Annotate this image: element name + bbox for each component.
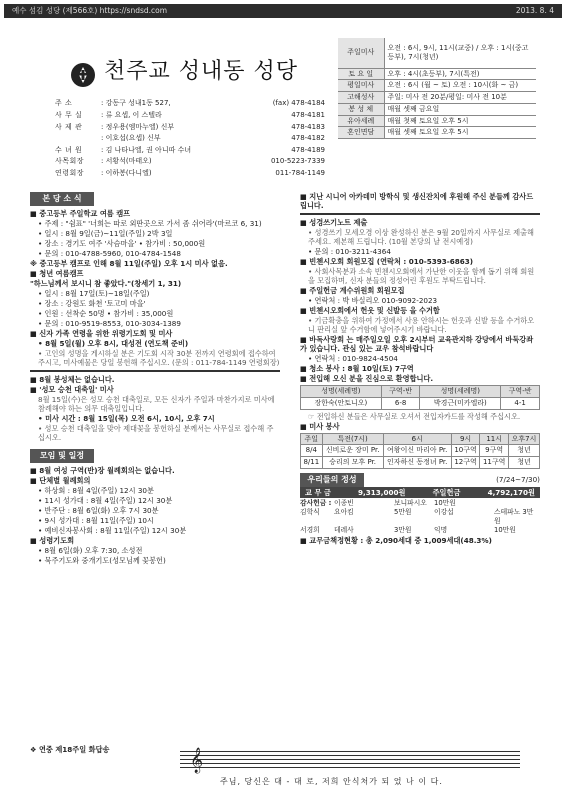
mass-schedule-table	[338, 38, 536, 139]
staff-row: 수 녀 원 : 김 나타나엘, 권 아니따 수녀 478-4189	[55, 145, 325, 154]
item-title: ■ 8월 봉성체는 없습니다.	[30, 375, 115, 384]
item-text: • 문의 : 010-9519-8553, 010-3034-1389	[38, 319, 181, 328]
item-title: ■ 성령기도회	[30, 536, 75, 545]
item-text: • 인원 : 선착순 50명 • 참가비 : 35,000원	[38, 309, 174, 318]
item-text: • 8월 5일(월) 오후 8시, 대성전 (연도책 준비)	[38, 339, 189, 348]
item-title: ■ 지난 시니어 아카데미 방학식 및 생신잔치에 후원해 주신 분들께 감사드립니다.	[300, 192, 534, 210]
item-text: • 성모 승천 대축일을 맞아 제대꽃을 봉헌하실 분께서는 사무실로 접수해 주십시오.	[38, 424, 274, 442]
staff-row: 연령회장 : 이하봉(다니엘) 011-784-1149	[55, 168, 325, 177]
psalm-title: ❖ 연중 제18주일 화답송	[30, 745, 110, 754]
staff-row: 사목회장 : 서황석(마태오) 010-5223-7339	[55, 157, 325, 166]
right-column	[300, 192, 540, 546]
item-title: ■ 청년 여름캠프	[30, 269, 84, 278]
item-title: ■ 성경쓰기노트 제출	[300, 218, 368, 227]
psalm-lyrics: 주님, 당신은 대 - 대 로, 저희 안식처가 되 었 나 이 다.	[220, 777, 443, 786]
item-text: • 고인의 성명을 게시하실 분은 기도회 시작 30분 전까지 연령회에 접수하여 주시고, 미사예물은 당일 봉헌해 주십시오. (문의 : 011-784-1149 연령회장)	[38, 349, 280, 367]
schedule-row: 고해성사 주일: 미사 전 20분/평일: 미사 전 10분	[338, 92, 536, 104]
divider	[300, 213, 540, 215]
item-text: • 8월 6일(화) 오후 7:30, 소성전	[38, 546, 143, 555]
item-title: ■ 바독사랑회 는 매주일오일 오후 2시부터 교육관지하 강당에서 바둑강좌가 있습니다. 관심 있는 교우 참석바랍니다	[300, 335, 534, 353]
schedule-row: 유아세례 매월 첫째 토요일 오후 5시	[338, 115, 536, 127]
left-column	[30, 192, 280, 566]
item-text: • 미사 시간 : 8월 15일(목) 오전 6시, 10시, 오후 7시	[38, 414, 215, 423]
staff-row: 사 무 실 : 류 요셉, 이 스텔라 478-4181	[55, 111, 325, 120]
offering-total: ■ 교무금책정현황 : 총 2,090세대 중 1,009세대(48.3%)	[300, 535, 492, 545]
item-title: ■ 중고등부 주일학교 여름 캠프	[30, 209, 131, 218]
staff-row: : 이호섭(요셉) 신부 478-4182	[101, 134, 325, 143]
church-name: 천주교 성내동 성당	[104, 59, 299, 84]
music-staff-line	[180, 763, 520, 764]
item-text: • 예비신자봉사회 : 8월 11일(주일) 12시 30분	[38, 526, 187, 535]
item-text: • 11시 성가대 : 8월 4일(주일) 12시 30분	[38, 496, 173, 505]
table-row: 8/4 신비로운 장미 Pr. 여왕이신 마리아 Pr. 10구역 9구역 청년	[301, 445, 540, 457]
item-title: ■ 8월 여성 구역(반)장 월례회의는 없습니다.	[30, 466, 175, 475]
new-members-table: 성명(세례명) 구역-반 성명(세례명) 구역-반 장한숙(안토니오) 6-8 박경근(미카엘라) 4-1	[300, 385, 540, 410]
item-title: ■ 전입해 오신 분을 진심으로 환영합니다.	[300, 374, 434, 383]
item-title: ■ '성모 승천 대축일' 미사	[30, 385, 114, 394]
item-title: ■ 빈첸시오회에서 헌옷 및 신발등 을 수거함	[300, 306, 440, 315]
staff-row: 사 제 관 : 정우용(엠마누엘) 신부 478-4183	[55, 122, 325, 131]
treble-clef-icon: 𝄞	[190, 748, 204, 773]
item-text: ☞ 전입하신 분들은 사무실로 오셔서 전입자카드를 작성해 주십시오.	[308, 411, 521, 421]
item-title: ■ 빈첸시오회 회원모집 (연락처 : 010-5393-6863)	[300, 257, 474, 266]
schedule-row: 봉 성 체 매월 셋째 금요일	[338, 103, 536, 115]
divider	[30, 370, 280, 372]
psalm-footer	[30, 745, 536, 795]
item-text: • 성경쓰기 모세오경 이상 완성하신 분은 9월 20일까지 사무실로 제출해 주세요. 제본해 드립니다. (10월 본당의 날 전시예정)	[308, 228, 534, 246]
item-text: • 9시 성가대 : 8월 11일(주일) 10시	[38, 516, 154, 525]
top-bar	[4, 4, 562, 18]
header	[30, 38, 536, 188]
item-text: • 주제 : "쉼표" '너희는 따로 외딴곳으로 가서 좀 쉬어라'(마르코 6, 31)	[38, 219, 262, 228]
item-text: • 일시 : 8월 17일(토)~18일(주일)	[38, 289, 150, 298]
music-staff-line	[180, 751, 520, 752]
item-title: ■ 미사 봉사	[300, 421, 340, 431]
item-text: • 하상회 : 8월 4일(주일) 12시 30분	[38, 486, 154, 495]
table-row: 장한숙(안토니오) 6-8 박경근(미카엘라) 4-1	[301, 397, 540, 409]
music-staff-line	[180, 759, 520, 760]
item-text: • 기금확충을 위하여 가정에서 사용 안하시는 헌옷과 신발 등을 수거하오니 판리실 앞 수거함에 넣어주시기 바랍니다.	[308, 316, 535, 334]
item-text: • 문의 : 010-3211-4364	[308, 247, 391, 256]
item-title: ■ 주일헌금 계수위원회 회원모집	[300, 286, 405, 295]
staff-list	[55, 98, 325, 179]
item-title: ■ 단체별 월례회의	[30, 476, 91, 485]
table-row: 8/11 승리의 모후 Pr. 인자하신 동정녀 Pr. 12구역 11구역 청년	[301, 457, 540, 469]
section-heading-meetings: 모임 및 일정	[30, 449, 94, 463]
item-text: "하느님께서 보시니 참 좋았다."(창세기 1, 31)	[30, 279, 182, 288]
item-title: ■ 청소 봉사 : 8월 10일(토) 7구역	[300, 364, 414, 373]
item-text: • 연락처 : 010-9824-4504	[308, 354, 398, 363]
item-title: ■ 신자 가족 연령을 위한 위령기도회 및 미사	[30, 329, 173, 338]
schedule-row: 평일미사 오전 : 6시 (월 ~ 토) 오전 : 10시(화 ~ 금)	[338, 80, 536, 92]
church-logo-icon	[70, 62, 96, 88]
item-text: • 문의 : 010-4788-5960, 010-4784-1548	[38, 249, 181, 258]
offering-summary: 교 무 금 9,313,000원 주일헌금 4,792,170원	[300, 487, 540, 498]
schedule-row: 주일미사 오전 : 6시, 9시, 11시(교중) / 오후 : 1시(중고등부), 7시(청년)	[338, 38, 536, 68]
item-text: • 장소 : 강원도 화천 '토고미 마을'	[38, 299, 146, 308]
item-text: • 장소 : 경기도 여주 '사슴마을' • 참가비 : 50,000원	[38, 239, 206, 248]
staff-row: 주 소 : 강동구 성내1동 527, (fax) 478-4184	[55, 99, 325, 108]
music-staff-line	[180, 767, 520, 768]
item-text: • 연락처 : 박 바실리오 010-9092-2023	[308, 296, 438, 305]
item-text: • 반주단 : 8월 6일(화) 오후 7시 30분	[38, 506, 159, 515]
item-text: • 묵주기도와 중개기도(성모님께 꽃봉헌)	[38, 556, 166, 565]
offering-range: (7/24~7/30)	[496, 475, 540, 485]
section-heading-news: 본 당 소 식	[30, 192, 94, 206]
item-text: 8월 15일(수)은 성모 승천 대축일로, 모든 신자가 주일과 마찬가지로 미사에 참례해야 하는 의무 대축일입니다.	[38, 395, 275, 413]
schedule-row: 혼인면담 매월 셋째 토요일 오후 5시	[338, 127, 536, 139]
section-heading-offering: 우리들의 정성	[300, 473, 364, 487]
schedule-row: 토 요 일 오후 : 4시(초등부), 7시(특전)	[338, 68, 536, 80]
music-staff-line	[180, 755, 520, 756]
bulletin-info: 예수 섬김 성당 (제566호) https://sndsd.com	[12, 6, 168, 16]
item-text: • 일시 : 8월 9일(금)~11일(주일) 2박 3일	[38, 229, 173, 238]
bulletin-date: 2013. 8. 4	[515, 6, 554, 16]
mass-service-table: 주일 특전(7시) 6시 9시 11시 오후7시 8/4 신비로운 장미 Pr. 여왕이신 마리아 Pr. 10구역 9구역 청년 8/11 승리의 모후 Pr. 인자하신 동정녀 Pr. 12구역 11구역 청년	[300, 433, 540, 469]
item-text: • 사회사목분과 소속 빈첸시오회에서 가난한 이웃을 함께 돕기 위해 회원을 모집하며, 신자 분들의 정성어린 후원도 부탁드립니다.	[308, 267, 535, 285]
thanks-offering-list: 감사헌금 : 이종빈 보니파시오 10만원 김학식 요아킴 5만원 이강섭 스테파노 3만원 서경희 데레사 3만원 익명 10만원	[300, 498, 534, 535]
item-note: ※ 중고등부 캠프로 인해 8월 11일(주일) 오후 1시 미사 없음.	[30, 259, 228, 268]
